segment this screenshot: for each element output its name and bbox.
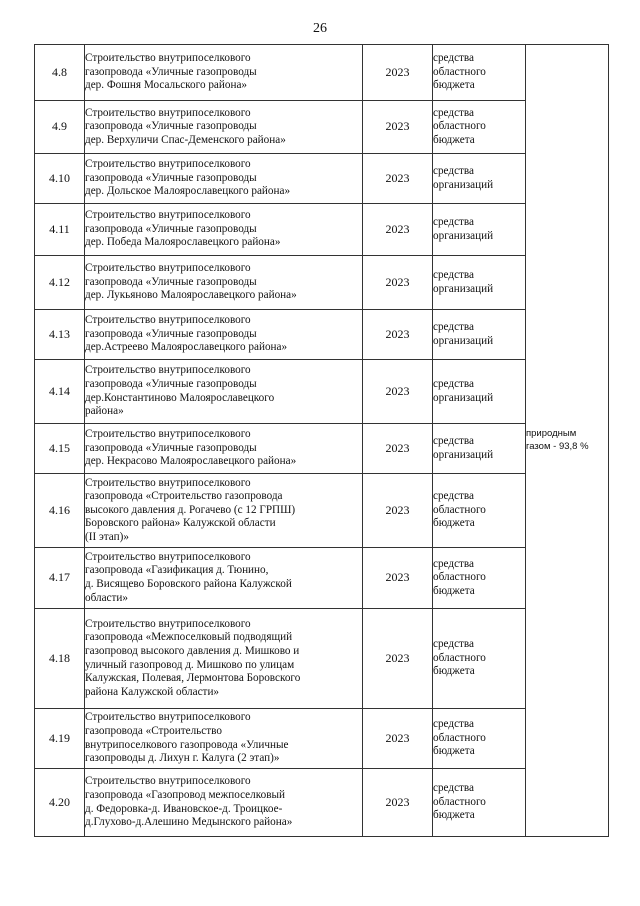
completion-year: 2023: [363, 474, 433, 548]
funding-source-line: областного: [433, 120, 486, 133]
funding-source: [433, 360, 526, 424]
row-number: 4.13: [35, 310, 85, 360]
description-line: газопровода «Межпоселковый подводящий: [85, 631, 293, 644]
table-row: [35, 424, 609, 474]
funding-source-line: средства: [433, 718, 475, 731]
funding-source: [433, 709, 526, 769]
description-line: Строительство внутрипоселкового: [85, 428, 251, 441]
funding-source-line: средства: [433, 268, 475, 281]
work-description: [85, 609, 363, 709]
description-line: Строительство внутрипоселкового: [85, 476, 251, 489]
description-line: дер. Лукьяново Малоярославецкого района»: [85, 289, 297, 302]
description-line: газопроводы д. Лихун г. Калуга (2 этап)»: [85, 752, 280, 765]
completion-year: 2023: [363, 360, 433, 424]
funding-source-line: организаций: [433, 334, 494, 347]
work-description: [85, 548, 363, 609]
funding-source: [433, 609, 526, 709]
description-line: Боровского района» Калужской области: [85, 517, 276, 530]
completion-year: 2023: [363, 609, 433, 709]
description-line: газопровода «Уличные газопроводы: [85, 275, 257, 288]
description-line: района»: [85, 405, 124, 418]
row-number: 4.15: [35, 424, 85, 474]
row-number: 4.12: [35, 256, 85, 310]
table-row: [35, 709, 609, 769]
description-line: (II этап)»: [85, 530, 129, 543]
funding-source: [433, 474, 526, 548]
table-row: [35, 45, 609, 101]
funding-source-line: средства: [433, 215, 475, 228]
description-line: внутрипоселкового газопровода «Уличные: [85, 738, 289, 751]
funding-source: [433, 310, 526, 360]
funding-source-line: средства: [433, 557, 475, 570]
funding-source: [433, 154, 526, 204]
funding-source-line: бюджета: [433, 665, 475, 678]
funding-source: [433, 769, 526, 837]
description-line: дер. Дольское Малоярославецкого района»: [85, 185, 291, 198]
description-line: д.Глухово-д.Алешино Медынского района»: [85, 816, 293, 829]
work-description: [85, 154, 363, 204]
description-line: высокого давления д. Рогачево (с 12 ГРПШ): [85, 503, 296, 516]
funding-source-line: средства: [433, 164, 475, 177]
table-row: [35, 204, 609, 256]
funding-source-line: организаций: [433, 282, 494, 295]
funding-source: [433, 45, 526, 101]
funding-source-line: бюджета: [433, 517, 475, 530]
description-line: газопровода «Уличные газопроводы: [85, 327, 257, 340]
description-line: газопровода «Уличные газопроводы: [85, 377, 257, 390]
description-line: газопровод высокого давления д. Мишково и: [85, 644, 300, 657]
table-row: [35, 256, 609, 310]
work-description: [85, 474, 363, 548]
description-line: газопровода «Уличные газопроводы: [85, 171, 257, 184]
work-description: [85, 256, 363, 310]
description-line: дер. Верхуличи Спас-Деменского района»: [85, 133, 286, 146]
table-row: [35, 474, 609, 548]
funding-source-line: средства: [433, 377, 475, 390]
funding-source: [433, 548, 526, 609]
description-line: Строительство внутрипоселкового: [85, 52, 251, 65]
table-row: [35, 769, 609, 837]
funding-source-line: областного: [433, 795, 486, 808]
funding-source-line: организаций: [433, 448, 494, 461]
funding-source-line: областного: [433, 651, 486, 664]
completion-year: 2023: [363, 310, 433, 360]
description-line: газопровода «Газификация д. Тюнино,: [85, 564, 269, 577]
description-line: газопровода «Строительство: [85, 724, 222, 737]
funding-source: [433, 256, 526, 310]
funding-source-line: средства: [433, 638, 475, 651]
description-line: газопровода «Уличные газопроводы: [85, 222, 257, 235]
funding-source-line: организаций: [433, 391, 494, 404]
completion-year: 2023: [363, 204, 433, 256]
work-description: [85, 709, 363, 769]
description-line: Строительство внутрипоселкового: [85, 775, 251, 788]
funding-source-line: областного: [433, 503, 486, 516]
funding-source-line: средства: [433, 52, 475, 65]
description-line: газопровода «Уличные газопроводы: [85, 441, 257, 454]
description-line: д. Федоровка-д. Ивановское-д. Троицкое-: [85, 802, 283, 815]
description-line: Калужская, Полевая, Лермонтова Боровского: [85, 672, 301, 685]
completion-year: 2023: [363, 101, 433, 154]
completion-year: 2023: [363, 709, 433, 769]
row-number: 4.17: [35, 548, 85, 609]
row-number: 4.9: [35, 101, 85, 154]
description-line: Строительство внутрипоселкового: [85, 617, 251, 630]
description-line: Строительство внутрипоселкового: [85, 711, 251, 724]
table-row: [35, 548, 609, 609]
funding-source-line: областного: [433, 731, 486, 744]
row-number: 4.10: [35, 154, 85, 204]
completion-year: 2023: [363, 548, 433, 609]
page-number: 26: [313, 21, 327, 36]
description-line: Строительство внутрипоселкового: [85, 106, 251, 119]
program-table: [34, 44, 609, 837]
description-line: Строительство внутрипоселкового: [85, 158, 251, 171]
target-indicator: [526, 45, 609, 837]
completion-year: 2023: [363, 45, 433, 101]
funding-source-line: бюджета: [433, 584, 475, 597]
description-line: области»: [85, 591, 128, 604]
table-row: [35, 154, 609, 204]
description-line: газопровода «Строительство газопровода: [85, 490, 283, 503]
indicator-line: природным: [526, 428, 577, 439]
row-number: 4.16: [35, 474, 85, 548]
work-description: [85, 360, 363, 424]
row-number: 4.18: [35, 609, 85, 709]
description-line: газопровода «Газопровод межпоселковый: [85, 788, 285, 801]
description-line: дер.Константиново Малоярославецкого: [85, 391, 275, 404]
funding-source-line: бюджета: [433, 79, 475, 92]
row-number: 4.19: [35, 709, 85, 769]
description-line: газопровода «Уличные газопроводы: [85, 65, 257, 78]
funding-source-line: областного: [433, 65, 486, 78]
description-line: Строительство внутрипоселкового: [85, 550, 251, 563]
funding-source-line: средства: [433, 320, 475, 333]
indicator-line: газом - 93,8 %: [526, 440, 589, 452]
work-description: [85, 769, 363, 837]
description-line: дер. Фошня Мосальского района»: [85, 79, 248, 92]
row-number: 4.11: [35, 204, 85, 256]
completion-year: 2023: [363, 769, 433, 837]
description-line: д. Висящево Боровского района Калужской: [85, 578, 292, 590]
description-line: Строительство внутрипоселкового: [85, 262, 251, 275]
description-line: Строительство внутрипоселкового: [85, 364, 251, 377]
funding-source-line: средства: [433, 434, 475, 447]
description-line: дер. Некрасово Малоярославецкого района»: [85, 455, 297, 468]
funding-source-line: областного: [433, 571, 486, 584]
table-row: [35, 101, 609, 154]
description-line: района Калужской области»: [85, 685, 220, 698]
work-description: [85, 424, 363, 474]
table-row: [35, 609, 609, 709]
funding-source: [433, 101, 526, 154]
description-line: газопровода «Уличные газопроводы: [85, 120, 257, 133]
table-row: [35, 310, 609, 360]
description-line: Строительство внутрипоселкового: [85, 314, 251, 327]
funding-source-line: бюджета: [433, 133, 475, 146]
work-description: [85, 310, 363, 360]
work-description: [85, 204, 363, 256]
work-description: [85, 45, 363, 101]
funding-source-line: организаций: [433, 178, 494, 191]
description-line: Строительство внутрипоселкового: [85, 209, 251, 222]
funding-source: [433, 424, 526, 474]
completion-year: 2023: [363, 256, 433, 310]
funding-source-line: бюджета: [433, 809, 475, 822]
row-number: 4.8: [35, 45, 85, 101]
funding-source-line: средства: [433, 782, 475, 795]
table-row: [35, 360, 609, 424]
funding-source-line: организаций: [433, 229, 494, 242]
description-line: дер.Астреево Малоярославецкого района»: [85, 341, 288, 354]
description-line: уличный газопровод д. Мишково по улицам: [85, 658, 295, 671]
completion-year: 2023: [363, 154, 433, 204]
row-number: 4.20: [35, 769, 85, 837]
funding-source-line: средства: [433, 106, 475, 119]
row-number: 4.14: [35, 360, 85, 424]
description-line: дер. Победа Малоярославецкого района»: [85, 236, 281, 249]
funding-source: [433, 204, 526, 256]
funding-source-line: бюджета: [433, 745, 475, 758]
work-description: [85, 101, 363, 154]
completion-year: 2023: [363, 424, 433, 474]
funding-source-line: средства: [433, 490, 475, 503]
